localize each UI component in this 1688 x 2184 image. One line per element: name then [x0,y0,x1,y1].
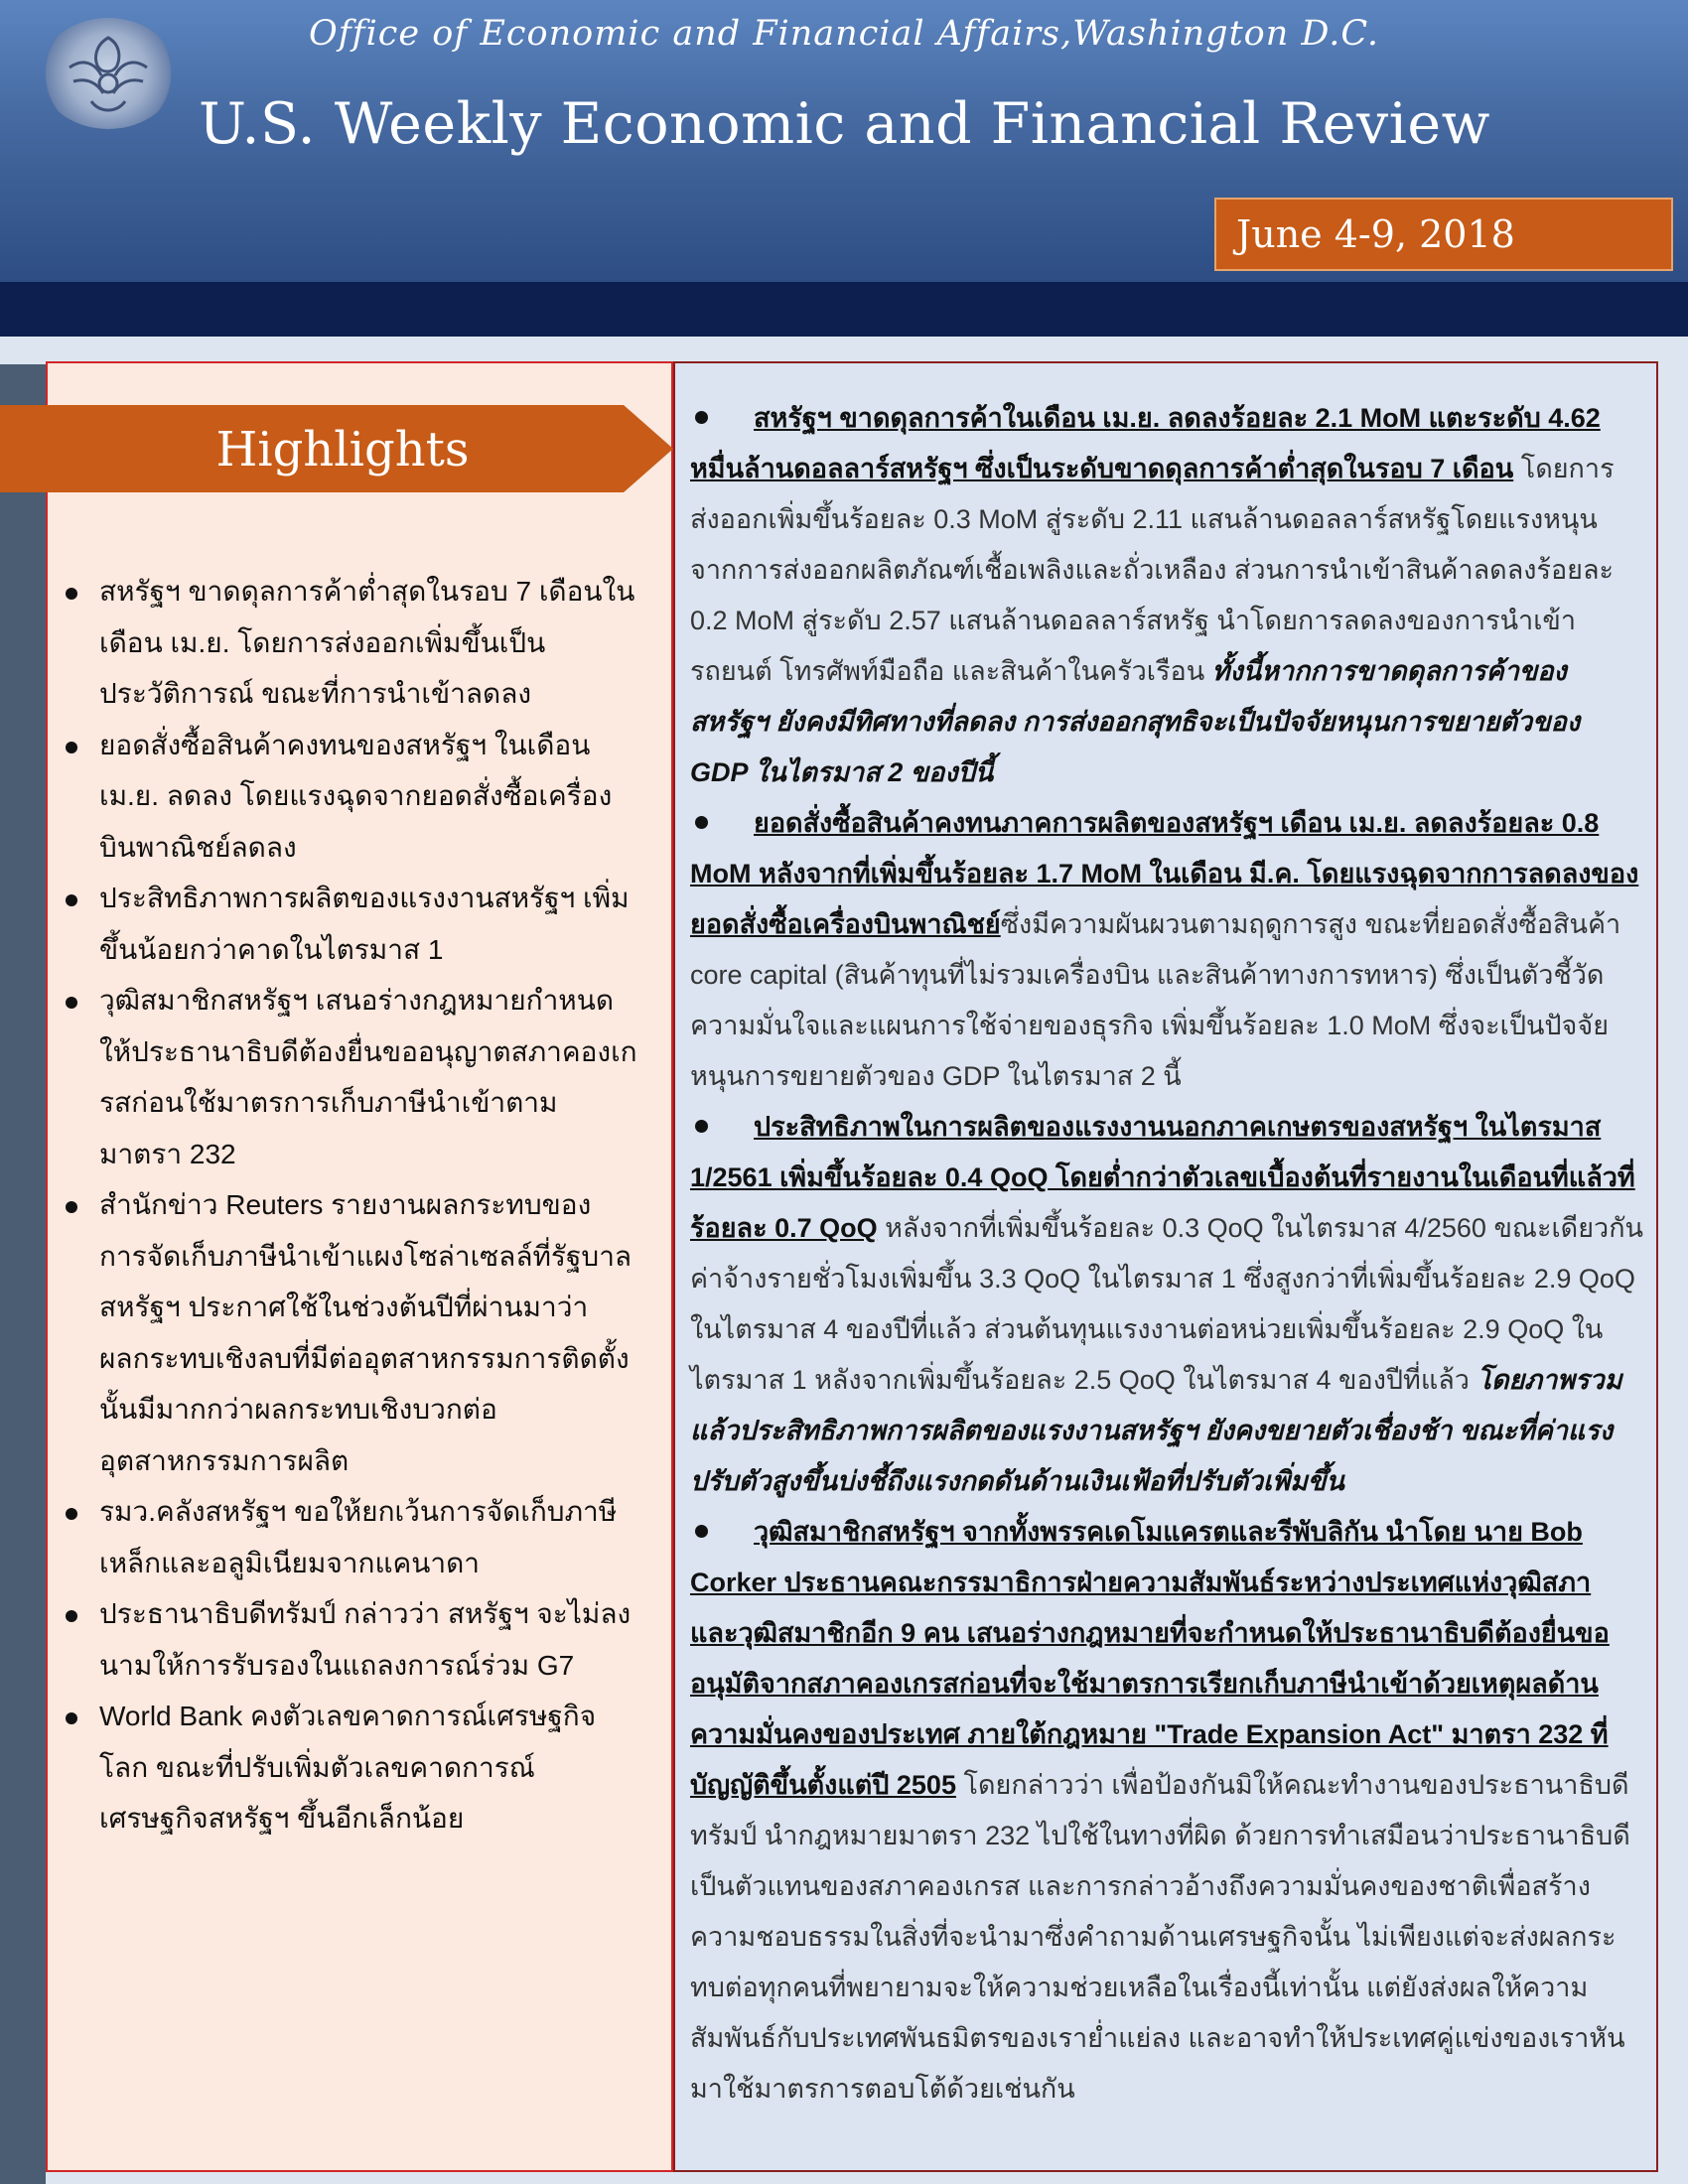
office-name: Office of Economic and Financial Affairs,Washington D.C. [309,14,1379,54]
page-title: U.S. Weekly Economic and Financial Review [199,91,1490,157]
highlight-item: สหรัฐฯ ขาดดุลการค้าต่ำสุดในรอบ 7 เดือนในเดือน เม.ย. โดยการส่งออกเพิ่มขึ้นเป็นประวัติการณ์ ขณะที่การนำเข้าลดลง [62,566,637,720]
highlight-item: สำนักข่าว Reuters รายงานผลกระทบของการจัดเก็บภาษีนำเข้าแผงโซล่าเซลล์ที่รัฐบาลสหรัฐฯ ประกาศใช้ในช่วงต้นปีที่ผ่านมาว่าผลกระทบเชิงลบที่มีต่ออุตสาหกรรมการติดตั้งนั้นมีมากกว่าผลกระทบเชิงบวกต่ออุตสาหกรรมการผลิต [62,1179,637,1486]
bullet-icon [695,411,708,424]
header-banner [0,0,1688,282]
highlights-heading: Highlights [215,422,470,478]
bullet-icon [66,742,77,753]
bullet-icon [66,997,77,1009]
bullet-icon [695,1120,708,1133]
bullet-icon [66,1201,77,1213]
highlight-item: World Bank คงตัวเลขคาดการณ์เศรษฐกิจโลก ขณะที่ปรับเพิ่มตัวเลขคาดการณ์เศรษฐกิจสหรัฐฯ ขึ้นอีกเล็กน้อย [62,1691,637,1844]
bullet-icon [66,1712,77,1724]
highlight-item: วุฒิสมาชิกสหรัฐฯ เสนอร่างกฎหมายกำหนดให้ประธานาธิบดีต้องยื่นขออนุญาตสภาคองเกรสก่อนใช้มาตรการเก็บภาษีนำเข้าตามมาตรา 232 [62,975,637,1179]
news-paragraph-durable-goods: ยอดสั่งซื้อสินค้าคงทนภาคการผลิตของสหรัฐฯ เดือน เม.ย. ลดลงร้อยละ 0.8 MoM หลังจากที่เพิ่มขึ้นร้อยละ 1.7 MoM ในเดือน มี.ค. โดยแรงฉุดจากการลดลงของยอดสั่งซื้อเครื่องบินพาณิชย์ซึ่งมีความผันผวนตามฤดูการสูง ขณะที่ยอดสั่งซื้อสินค้า core capital (สินค้าทุนที่ไม่รวมเครื่องบิน และสินค้าทางการทหาร) ซึ่งเป็นตัวชี้วัดความมั่นใจและแผนการใช้จ่ายของธุรกิจ เพิ่มขึ้นร้อยละ 1.0 MoM ซึ่งจะเป็นปัจจัยหนุนการขยายตัวของ GDP ในไตรมาส 2 นี้ [690,808,1639,1091]
date-badge: June 4-9, 2018 [1214,198,1673,271]
highlight-item: รมว.คลังสหรัฐฯ ขอให้ยกเว้นการจัดเก็บภาษีเหล็กและอลูมิเนียมจากแคนาดา [62,1486,637,1588]
news-paragraph-productivity: ประสิทธิภาพในการผลิตของแรงงานนอกภาคเกษตรของสหรัฐฯ ในไตรมาส 1/2561 เพิ่มขึ้นร้อยละ 0.4 QoQ โดยต่ำกว่าตัวเลขเบื้องต้นที่รายงานในเดือนที่แล้วที่ร้อยละ 0.7 QoQ หลังจากที่เพิ่มขึ้นร้อยละ 0.3 QoQ ในไตรมาส 4/2560 ขณะเดียวกัน ค่าจ้างรายชั่วโมงเพิ่มขึ้น 3.3 QoQ ในไตรมาส 1 ซึ่งสูงกว่าที่เพิ่มขึ้นร้อยละ 2.9 QoQ ในไตรมาส 4 ของปีที่แล้ว ส่วนต้นทุนแรงงานต่อหน่วยเพิ่มขึ้นร้อยละ 2.9 QoQ ในไตรมาส 1 หลังจากเพิ่มขึ้นร้อยละ 2.5 QoQ ในไตรมาส 4 ของปีที่แล้ว โดยภาพรวมแล้วประสิทธิภาพการผลิตของแรงงานสหรัฐฯ ยังคงขยายตัวเชื่องช้า ขณะที่ค่าแรงปรับตัวสูงขึ้นบ่งชี้ถึงแรงกดดันด้านเงินเฟ้อที่ปรับตัวเพิ่มขึ้น [690,1112,1643,1496]
header-divider-band [0,282,1688,337]
bullet-icon [66,894,77,906]
news-paragraph-trade-deficit: สหรัฐฯ ขาดดุลการค้าในเดือน เม.ย. ลดลงร้อยละ 2.1 MoM แตะระดับ 4.62 หมื่นล้านดอลลาร์สหรัฐฯ ซึ่งเป็นระดับขาดดุลการค้าต่ำสุดในรอบ 7 เดือน โดยการส่งออกเพิ่มขึ้นร้อยละ 0.3 MoM สู่ระดับ 2.11 แสนล้านดอลลาร์สหรัฐโดยแรงหนุนจากการส่งออกผลิตภัณฑ์เชื้อเพลิงและถั่วเหลือง ส่วนการนำเข้าสินค้าลดลงร้อยละ 0.2 MoM สู่ระดับ 2.57 แสนล้านดอลลาร์สหรัฐ นำโดยการลดลงของการนำเข้ารถยนต์ โทรศัพท์มือถือ และสินค้าในครัวเรือน ทั้งนี้หากการขาดดุลการค้าของสหรัฐฯ ยังคงมีทิศทางที่ลดลง การส่งออกสุทธิจะเป็นปัจจัยหนุนการขยายตัวของ GDP ในไตรมาส 2 ของปีนี้ [690,403,1615,787]
side-accent-bar [0,364,46,2184]
highlights-list [62,566,637,1844]
details-body [690,393,1643,2115]
news-paragraph-senate-bill: วุฒิสมาชิกสหรัฐฯ จากทั้งพรรคเดโมแครตและรีพับลิกัน นำโดย นาย Bob Corker ประธานคณะกรรมาธิการฝ่ายความสัมพันธ์ระหว่างประเทศแห่งวุฒิสภา และวุฒิสมาชิกอีก 9 คน เสนอร่างกฎหมายที่จะกำหนดให้ประธานาธิบดีต้องยื่นขออนุมัติจากสภาคองเกรสก่อนที่จะใช้มาตรการเรียกเก็บภาษีนำเข้าด้วยเหตุผลด้านความมั่นคงของประเทศ ภายใต้กฎหมาย "Trade Expansion Act" มาตรา 232 ที่บัญญัติขึ้นตั้งแต่ปี 2505 โดยกล่าวว่า เพื่อป้องกันมิให้คณะทำงานของประธานาธิบดีทรัมป์ นำกฎหมายมาตรา 232 ไปใช้ในทางที่ผิด ด้วยการทำเสมือนว่าประธานาธิบดีเป็นตัวแทนของสภาคองเกรส และการกล่าวอ้างถึงความมั่นคงของชาติเพื่อสร้างความชอบธรรมในสิ่งที่จะนำมาซึ่งคำถามด้านเศรษฐกิจนั้น ไม่เพียงแต่จะส่งผลกระทบต่อทุกคนที่พยายามจะให้ความช่วยเหลือในเรื่องนี้เท่านั้น แต่ยังส่งผลให้ความสัมพันธ์กับประเทศพันธมิตรของเราย่ำแย่ลง และอาจทำให้ประเทศคู่แข่งของเราหันมาใช้มาตรการตอบโต้ด้วยเช่นกัน [690,1517,1630,2104]
bullet-icon [66,1610,77,1622]
highlight-item: ประธานาธิบดีทรัมป์ กล่าวว่า สหรัฐฯ จะไม่ลงนามให้การรับรองในแถลงการณ์ร่วม G7 [62,1588,637,1691]
highlight-item: ประสิทธิภาพการผลิตของแรงงานสหรัฐฯ เพิ่มขึ้นน้อยกว่าคาดในไตรมาส 1 [62,873,637,975]
bullet-icon [66,1508,77,1520]
bullet-icon [695,816,708,829]
bullet-icon [695,1525,708,1538]
bullet-icon [66,588,77,600]
highlight-item: ยอดสั่งซื้อสินค้าคงทนของสหรัฐฯ ในเดือน เม.ย. ลดลง โดยแรงฉุดจากยอดสั่งซื้อเครื่องบินพาณิชย์ลดลง [62,720,637,874]
